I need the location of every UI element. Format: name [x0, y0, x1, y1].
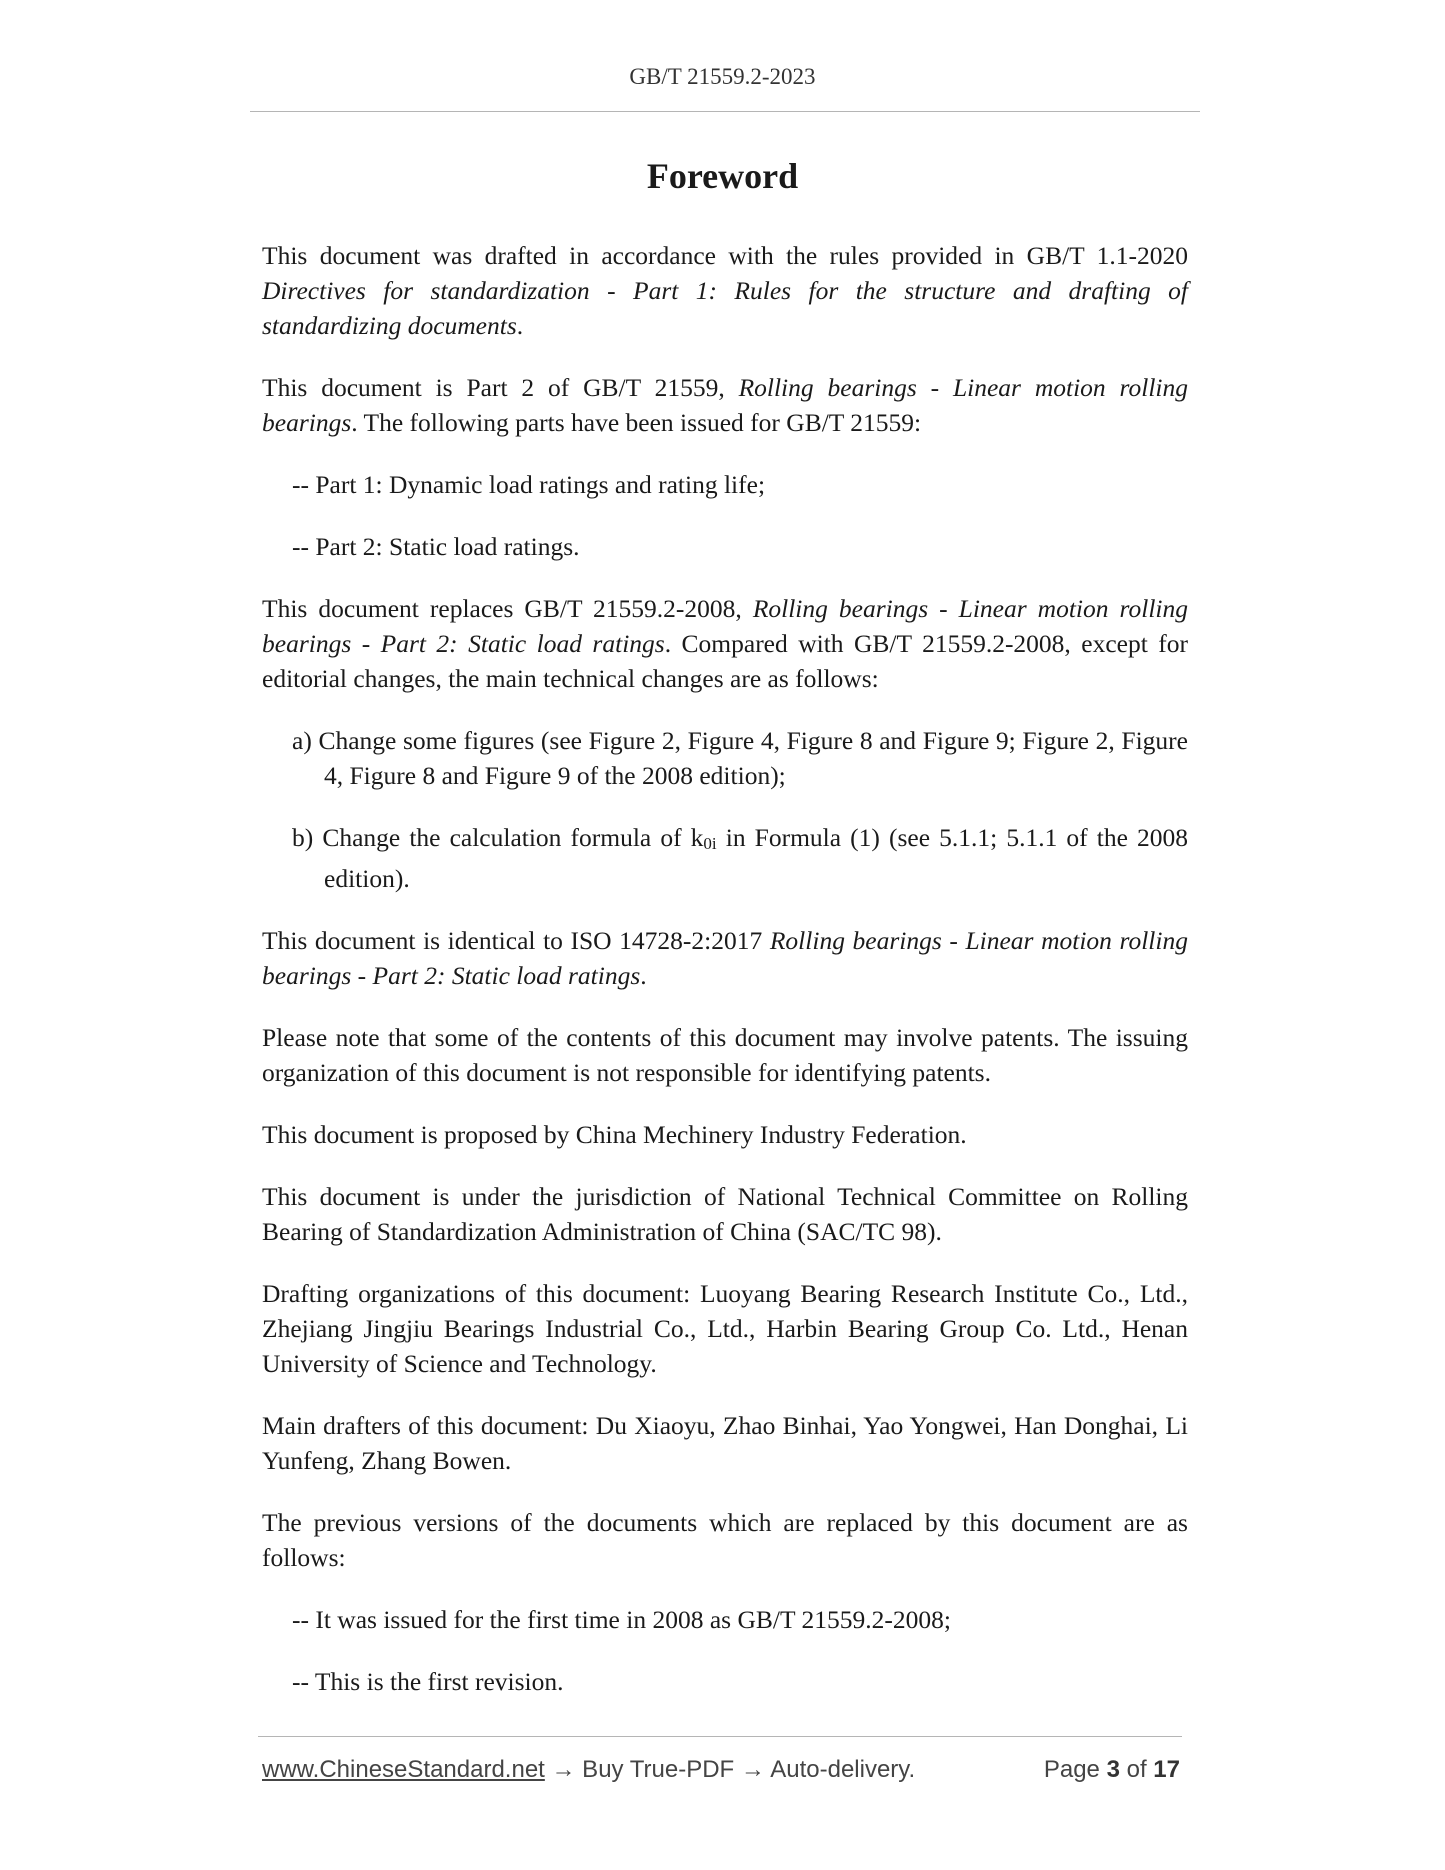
footer-promo: [262, 1756, 915, 1784]
paragraph-previous-versions: The previous versions of the documents which are replaced by this document are as follows:: [262, 1508, 1188, 1572]
cited-title: Directives for standardization - Part 1: Rules for the structure and drafting of standardizing documents: [262, 276, 1188, 340]
running-header: GB/T 21559.2-2023: [629, 64, 816, 89]
header-divider: [250, 111, 1200, 112]
page-title: Foreword: [646, 156, 799, 196]
footer-divider: [258, 1736, 1182, 1737]
list-item-history-1: -- It was issued for the first time in 2008 as GB/T 21559.2-2008;: [292, 1605, 951, 1634]
paragraph-part-info: This document is Part 2 of GB/T 21559, Rolling bearings - Linear motion rolling bearings. The following parts have been issued for GB/T 21559:: [262, 373, 1188, 437]
total-page-count: 17: [1153, 1756, 1180, 1783]
paragraph-drafting-organizations: Drafting organizations of this document: Luoyang Bearing Research Institute Co., Ltd., Zhejiang Jingjiu Bearings Industrial Co., Ltd., Harbin Bearing Group Co. Ltd., Henan University of Science and Technology.: [262, 1279, 1188, 1378]
document-body: [262, 238, 1188, 1726]
list-item-part-2: -- Part 2: Static load ratings.: [292, 532, 580, 561]
paragraph-patents: Please note that some of the contents of this document may involve patents. The issuing organization of this document is not responsible for identifying patents.: [262, 1023, 1188, 1087]
cited-title: Rolling bearings - Linear motion rolling bearings: [262, 373, 1188, 437]
list-item-part-1: -- Part 1: Dynamic load ratings and rating life;: [292, 470, 766, 499]
paragraph-replaces: This document replaces GB/T 21559.2-2008, Rolling bearings - Linear motion rolling bearings - Part 2: Static load ratings. Compared with GB/T 21559.2-2008, except for editorial changes, the main technical changes are as follows:: [262, 594, 1188, 693]
paragraph-main-drafters: Main drafters of this document: Du Xiaoyu, Zhao Binhai, Yao Yongwei, Han Donghai, Li Yunfeng, Zhang Bowen.: [262, 1411, 1188, 1475]
subscript: 0i: [703, 834, 717, 853]
list-item-change-a: a) Change some figures (see Figure 2, Figure 4, Figure 8 and Figure 9; Figure 2, Figure 4, Figure 8 and Figure 9 of the 2008 edition);: [292, 726, 1188, 790]
current-page-number: 3: [1106, 1756, 1120, 1783]
paragraph-identical: This document is identical to ISO 14728-2:2017 Rolling bearings - Linear motion rolling bearings - Part 2: Static load ratings.: [262, 926, 1188, 990]
list-item-change-b: b) Change the calculation formula of k0i in Formula (1) (see 5.1.1; 5.1.1 of the 2008 edition).: [292, 823, 1188, 893]
paragraph-drafting-rules: This document was drafted in accordance with the rules provided in GB/T 1.1-2020 Directives for standardization - Part 1: Rules for the structure and drafting of standardizing documents.: [262, 241, 1188, 340]
cited-title: Rolling bearings - Linear motion rolling bearings - Part 2: Static load ratings: [262, 926, 1188, 990]
footer-tagline: → Buy True-PDF → Auto-delivery.: [544, 1756, 916, 1783]
website-link[interactable]: www.ChineseStandard.net: [262, 1756, 545, 1783]
page-counter: Page 3 of 17: [1043, 1756, 1180, 1783]
cited-title: Rolling bearings - Linear motion rolling bearings - Part 2: Static load ratings: [262, 594, 1188, 658]
paragraph-proposed-by: This document is proposed by China Mechinery Industry Federation.: [262, 1120, 967, 1149]
list-item-history-2: -- This is the first revision.: [292, 1667, 564, 1696]
paragraph-jurisdiction: This document is under the jurisdiction of National Technical Committee on Rolling Bearing of Standardization Administration of China (SAC/TC 98).: [262, 1182, 1188, 1246]
